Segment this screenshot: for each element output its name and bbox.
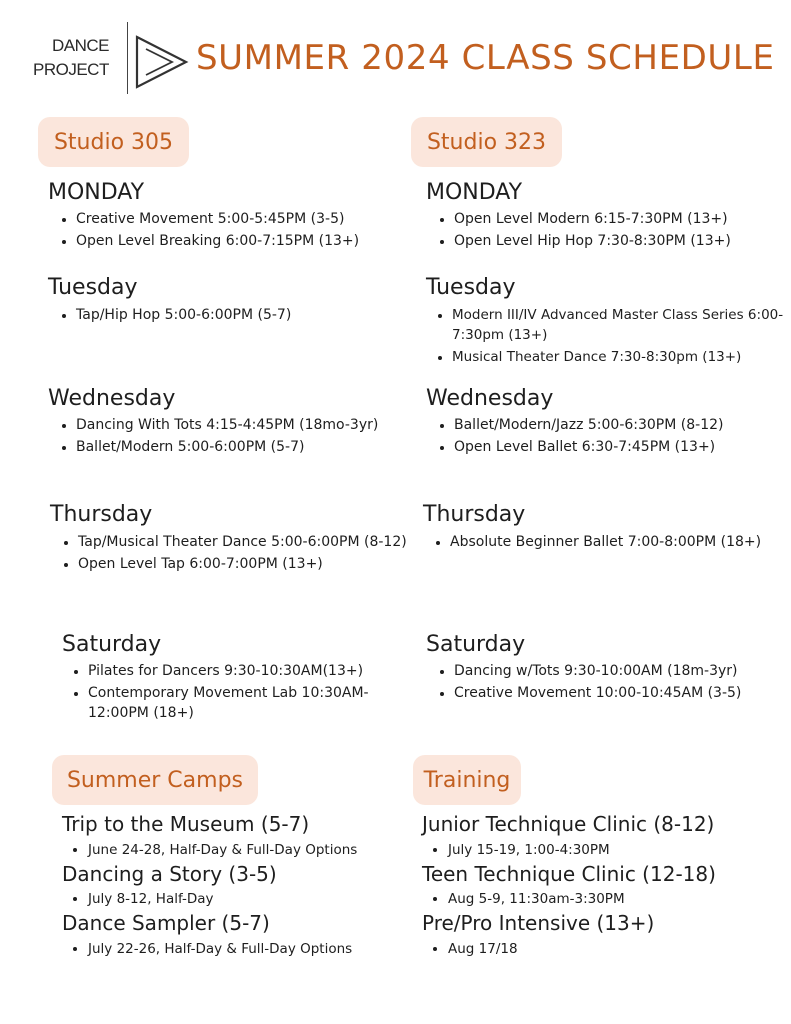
logo-divider xyxy=(127,22,128,94)
program-title: Pre/Pro Intensive (13+) xyxy=(422,911,655,935)
s323-thursday-heading: Thursday xyxy=(423,502,526,527)
list-item: • Creative Movement 10:00-10:45AM (3-5) xyxy=(454,683,791,703)
camp-detail-list xyxy=(62,841,357,859)
list-item: • Aug 17/18 xyxy=(448,940,518,958)
summer-camps-badge: Summer Camps xyxy=(52,755,258,805)
list-item: • Tap/Hip Hop 5:00-6:00PM (5-7) xyxy=(76,305,436,325)
logo-text-line1: DANCE xyxy=(52,36,110,55)
list-item: • Open Level Hip Hop 7:30-8:30PM (13+) xyxy=(454,231,791,251)
list-item: • Absolute Beginner Ballet 7:00-8:00PM (18+) xyxy=(450,532,780,552)
list-item: • Open Level Tap 6:00-7:00PM (13+) xyxy=(78,554,428,574)
camp-detail-list xyxy=(62,890,214,908)
studio-323-badge: Studio 323 xyxy=(411,117,562,167)
s305-saturday-heading: Saturday xyxy=(62,632,162,657)
list-item: • Dancing w/Tots 9:30-10:00AM (18m-3yr) xyxy=(454,661,791,681)
training-badge: Training xyxy=(413,755,521,805)
logo-text-line2: PROJECT xyxy=(33,60,109,79)
camp-detail-list xyxy=(62,940,352,958)
camp-title: Dance Sampler (5-7) xyxy=(62,911,270,935)
s305-monday-list xyxy=(48,209,436,253)
s305-wednesday-heading: Wednesday xyxy=(48,386,176,411)
s323-tuesday-heading: Tuesday xyxy=(426,275,516,300)
program-detail-list xyxy=(422,940,518,958)
s323-monday-list xyxy=(426,209,791,253)
s323-wednesday-heading: Wednesday xyxy=(426,386,554,411)
list-item: • Aug 5-9, 11:30am-3:30PM xyxy=(448,890,625,908)
list-item: • Modern III/IV Advanced Master Class Series 6:00-7:30pm (13+) xyxy=(452,305,791,345)
program-detail-list xyxy=(422,841,610,859)
s305-saturday-list xyxy=(60,661,418,725)
list-item: • Dancing With Tots 4:15-4:45PM (18mo-3yr) xyxy=(76,415,386,435)
s305-monday-heading: MONDAY xyxy=(48,180,145,205)
s305-thursday-heading: Thursday xyxy=(50,502,153,527)
list-item: • July 15-19, 1:00-4:30PM xyxy=(448,841,610,859)
list-item: • Ballet/Modern/Jazz 5:00-6:30PM (8-12) xyxy=(454,415,791,435)
list-item: • Tap/Musical Theater Dance 5:00-6:00PM (8-12) xyxy=(78,532,428,552)
camp-title: Dancing a Story (3-5) xyxy=(62,862,277,886)
program-title: Junior Technique Clinic (8-12) xyxy=(422,812,715,836)
list-item: • Pilates for Dancers 9:30-10:30AM(13+) xyxy=(88,661,418,681)
list-item: • Contemporary Movement Lab 10:30AM-12:00PM (18+) xyxy=(88,683,418,723)
program-title: Teen Technique Clinic (12-18) xyxy=(422,862,716,886)
list-item: • Open Level Ballet 6:30-7:45PM (13+) xyxy=(454,437,791,457)
program-detail-list xyxy=(422,890,625,908)
s305-thursday-list xyxy=(50,532,428,576)
s323-monday-heading: MONDAY xyxy=(426,180,523,205)
s323-saturday-list xyxy=(426,661,791,705)
list-item: • Ballet/Modern 5:00-6:00PM (5-7) xyxy=(76,437,386,457)
s323-tuesday-list xyxy=(424,305,791,369)
studio-305-badge: Studio 305 xyxy=(38,117,189,167)
list-item: • Open Level Breaking 6:00-7:15PM (13+) xyxy=(76,231,436,251)
s323-saturday-heading: Saturday xyxy=(426,632,526,657)
s323-thursday-list xyxy=(422,532,780,554)
list-item: • Musical Theater Dance 7:30-8:30pm (13+) xyxy=(452,347,791,367)
list-item: • June 24-28, Half-Day & Full-Day Options xyxy=(88,841,357,859)
s305-tuesday-heading: Tuesday xyxy=(48,275,138,300)
list-item: • Creative Movement 5:00-5:45PM (3-5) xyxy=(76,209,436,229)
logo-triangle-icon xyxy=(134,34,190,90)
camp-title: Trip to the Museum (5-7) xyxy=(62,812,310,836)
s323-wednesday-list xyxy=(426,415,791,459)
list-item: • Open Level Modern 6:15-7:30PM (13+) xyxy=(454,209,791,229)
page-title: SUMMER 2024 CLASS SCHEDULE xyxy=(196,38,775,78)
s305-tuesday-list xyxy=(48,305,436,327)
list-item: • July 22-26, Half-Day & Full-Day Options xyxy=(88,940,352,958)
list-item: • July 8-12, Half-Day xyxy=(88,890,214,908)
s305-wednesday-list xyxy=(48,415,386,459)
